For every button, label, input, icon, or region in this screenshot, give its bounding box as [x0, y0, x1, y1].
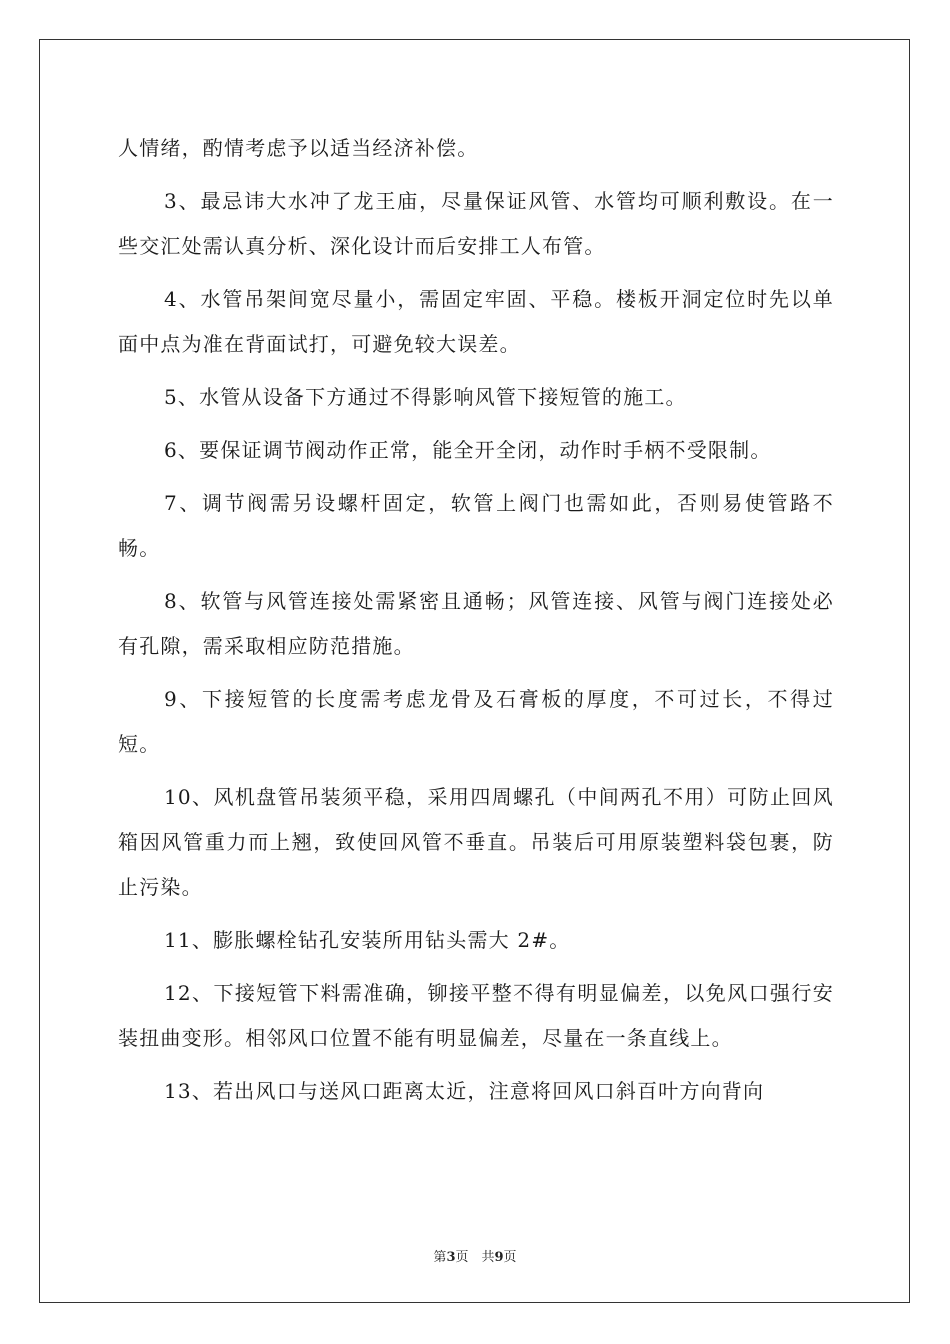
paragraph-2: 4、水管吊架间宽尽量小，需固定牢固、平稳。楼板开洞定位时先以单面中点为准在背面试打，可避免较大误差。 [118, 287, 834, 356]
paragraph-9: 11、膨胀螺栓钻孔安装所用钻头需大 2#。 [164, 928, 571, 952]
footer-middle: 页 共 [455, 1250, 495, 1265]
footer-prefix: 第 [433, 1250, 447, 1265]
document-body [118, 126, 834, 1114]
paragraph-3: 5、水管从设备下方通过不得影响风管下接短管的施工。 [164, 385, 687, 409]
paragraph-7: 9、下接短管的长度需考虑龙骨及石膏板的厚度，不可过长，不得过短。 [118, 687, 834, 756]
paragraph-0: 人情绪，酌情考虑予以适当经济补偿。 [118, 136, 479, 160]
paragraph-10: 12、下接短管下料需准确，铆接平整不得有明显偏差，以免风口强行安装扭曲变形。相邻风口位置不能有明显偏差，尽量在一条直线上。 [118, 981, 834, 1050]
footer-suffix: 页 [503, 1250, 517, 1265]
footer-current-page: 3 [446, 1250, 456, 1265]
paragraph-4: 6、要保证调节阀动作正常，能全开全闭，动作时手柄不受限制。 [164, 438, 772, 462]
page-footer [0, 1246, 950, 1265]
paragraph-8: 10、风机盘管吊装须平稳，采用四周螺孔（中间两孔不用）可防止回风箱因风管重力而上翘，致使回风管不垂直。吊装后可用原装塑料袋包裹，防止污染。 [118, 785, 834, 899]
paragraph-6: 8、软管与风管连接处需紧密且通畅；风管连接、风管与阀门连接处必有孔隙，需采取相应防范措施。 [118, 589, 834, 658]
paragraph-11: 13、若出风口与送风口距离太近，注意将回风口斜百叶方向背向 [164, 1079, 765, 1103]
paragraph-1: 3、最忌讳大水冲了龙王庙，尽量保证风管、水管均可顺利敷设。在一些交汇处需认真分析、深化设计而后安排工人布管。 [118, 189, 834, 258]
footer-total-pages: 9 [494, 1250, 504, 1265]
paragraph-5: 7、调节阀需另设螺杆固定，软管上阀门也需如此，否则易使管路不畅。 [118, 491, 834, 560]
